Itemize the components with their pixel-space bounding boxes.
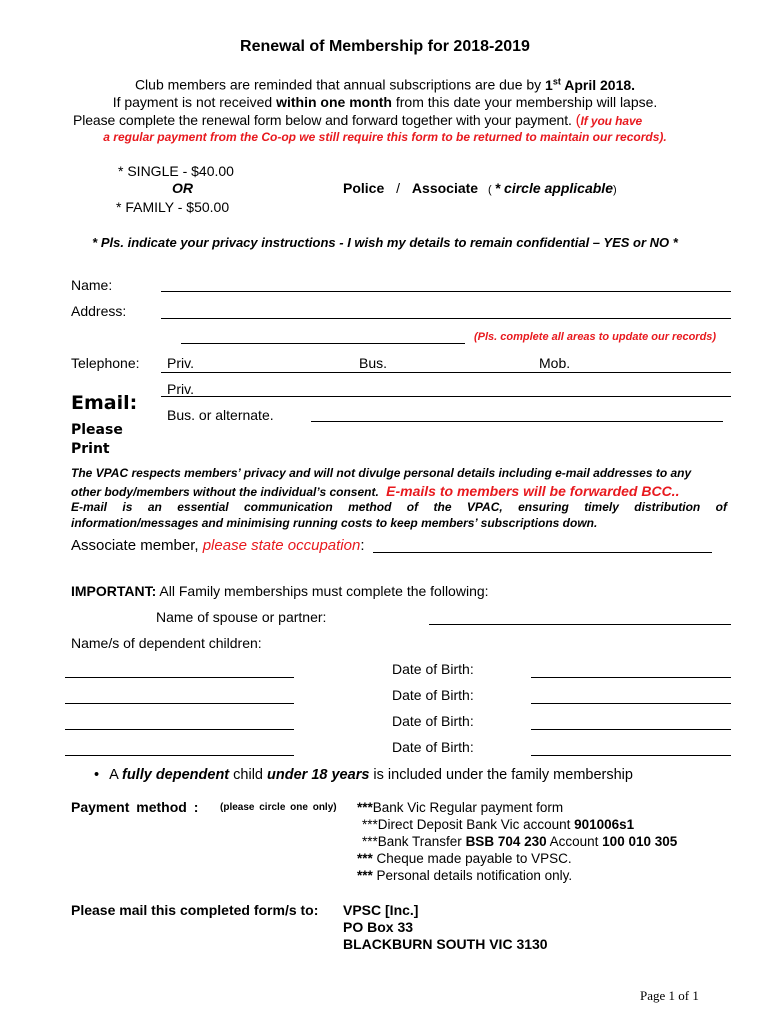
- payment-option-1[interactable]: [357, 800, 563, 815]
- privacy-text: other body/members without the individual’s consent.: [71, 485, 379, 499]
- payment-label: Payment method :: [71, 799, 199, 815]
- spouse-field[interactable]: [429, 624, 731, 625]
- mail-line-1: VPSC [Inc.]: [343, 902, 419, 918]
- child-dob-field-2[interactable]: [531, 703, 731, 704]
- mail-line-3: BLACKBURN SOUTH VIC 3130: [343, 936, 548, 952]
- dob-label-3: Date of Birth:: [392, 713, 474, 729]
- option-marker: ***: [357, 800, 373, 815]
- intro-text: from this date your membership will lapse.: [391, 94, 658, 110]
- child-name-field-2[interactable]: [65, 703, 294, 704]
- option-marker: ***: [357, 851, 373, 866]
- associate-colon: :: [360, 537, 365, 554]
- note-text: A: [109, 767, 122, 783]
- email-priv-label: Priv.: [167, 381, 194, 397]
- email-bus-label: Bus. or alternate.: [167, 407, 274, 423]
- privacy-statement-4: information/messages and minimising running costs to keep members’ subscriptions down.: [71, 516, 598, 530]
- option-text: ***Direct Deposit Bank Vic account: [362, 817, 575, 832]
- occupation-field[interactable]: [373, 552, 712, 553]
- option-text: Personal details notification only.: [372, 868, 573, 883]
- child-name-field-3[interactable]: [65, 729, 294, 730]
- bsb-number: BSB 704 230: [465, 834, 547, 849]
- payment-option-4[interactable]: [357, 851, 572, 866]
- note-emphasis: under 18 years: [267, 767, 370, 783]
- due-date: [545, 77, 635, 93]
- important-label: IMPORTANT:: [71, 583, 157, 599]
- intro-line-4: a regular payment from the Co-op we still require this form to be returned to maintain our records).: [103, 130, 667, 144]
- telephone-label: Telephone:: [71, 355, 140, 371]
- address-field-2[interactable]: [181, 343, 465, 344]
- intro-line-2: [0, 94, 770, 110]
- intro-line-3: [73, 112, 642, 129]
- mail-line-2: PO Box 33: [343, 919, 414, 935]
- fee-or: OR: [172, 180, 193, 196]
- note-text: child: [229, 767, 268, 783]
- child-dob-field-1[interactable]: [531, 677, 731, 678]
- account-number: 901006s1: [574, 817, 635, 832]
- option-text: Cheque made payable to VPSC.: [372, 851, 572, 866]
- payment-circle-note: (please circle one only): [220, 802, 337, 813]
- family-important: [71, 583, 489, 599]
- payment-option-3[interactable]: [362, 834, 677, 849]
- intro-text: Club members are reminded that annual subscriptions are due by: [134, 76, 546, 93]
- privacy-instruction: * Pls. indicate your privacy instructions - I wish my details to remain confidential – YES or NO *: [92, 235, 678, 250]
- mail-label: Please mail this completed form/s to:: [71, 902, 319, 918]
- privacy-statement-3: E-mail is an essential communication method of the VPAC, ensuring timely distribution of: [71, 500, 727, 514]
- tel-bus-label: Bus.: [359, 355, 388, 371]
- email-bus-field[interactable]: [311, 421, 723, 422]
- note-text: is included under the family membership: [369, 767, 633, 783]
- option-police[interactable]: Police: [343, 180, 385, 196]
- dob-label-2: Date of Birth:: [392, 687, 474, 703]
- child-name-field-1[interactable]: [65, 677, 294, 678]
- due-date-day: 1: [545, 76, 553, 93]
- option-text: ***Bank Transfer: [362, 834, 466, 849]
- option-text: Bank Vic Regular payment form: [372, 800, 564, 815]
- intro-line-1: [0, 76, 770, 93]
- account-number: 100 010 305: [602, 834, 678, 849]
- separator: /: [396, 180, 401, 196]
- associate-text: Associate member,: [71, 537, 203, 554]
- please-print-2: Print: [71, 441, 110, 457]
- due-date-suffix: st: [552, 76, 561, 86]
- tel-mob-label: Mob.: [539, 355, 571, 371]
- bullet-icon: •: [94, 767, 100, 783]
- option-text: Account: [546, 834, 603, 849]
- email-label: Email:: [71, 392, 138, 414]
- intro-paren: (: [575, 112, 581, 129]
- payment-option-5[interactable]: [357, 868, 572, 883]
- child-dob-field-3[interactable]: [531, 729, 731, 730]
- intro-text: If payment is not received: [112, 94, 277, 110]
- option-associate[interactable]: Associate: [411, 180, 479, 196]
- telephone-field[interactable]: [161, 372, 731, 373]
- email-priv-field[interactable]: [161, 396, 731, 397]
- bcc-note: E-mails to members will be forwarded BCC..: [386, 483, 680, 499]
- privacy-statement-2: [71, 483, 679, 499]
- occupation-prompt: please state occupation: [202, 537, 361, 554]
- fee-single[interactable]: * SINGLE - $40.00: [118, 163, 234, 179]
- important-text: All Family memberships must complete the following:: [156, 583, 489, 599]
- children-label: Name/s of dependent children:: [71, 635, 262, 651]
- name-field[interactable]: [161, 291, 731, 292]
- please-print-1: Please: [71, 422, 123, 438]
- dependent-note: [94, 767, 633, 783]
- intro-emphasis: within one month: [276, 94, 392, 110]
- spouse-label: Name of spouse or partner:: [156, 609, 327, 625]
- address-field-1[interactable]: [161, 318, 731, 319]
- intro-text: Please complete the renewal form below and forward together with your payment.: [73, 112, 572, 128]
- child-name-field-4[interactable]: [65, 755, 294, 756]
- dob-label-4: Date of Birth:: [392, 739, 474, 755]
- payment-option-2[interactable]: [362, 817, 634, 832]
- due-date-rest: April 2018.: [560, 76, 636, 93]
- fee-family[interactable]: * FAMILY - $50.00: [116, 199, 230, 215]
- page-number: Page 1 of 1: [640, 988, 699, 1003]
- associate-label: [71, 537, 365, 554]
- membership-type: [343, 180, 617, 196]
- circle-paren: ): [613, 184, 617, 196]
- circle-instruction: * circle applicable: [494, 180, 613, 196]
- tel-priv-label: Priv.: [167, 355, 194, 371]
- address-note: (Pls. complete all areas to update our records): [474, 331, 717, 343]
- address-label: Address:: [71, 303, 127, 319]
- circle-paren: (: [487, 184, 495, 196]
- intro-note-red: If you have: [580, 114, 643, 128]
- name-label: Name:: [71, 277, 113, 293]
- dob-label-1: Date of Birth:: [392, 661, 474, 677]
- page-title: Renewal of Membership for 2018-2019: [240, 38, 530, 55]
- privacy-statement-1: The VPAC respects members’ privacy and will not divulge personal details including e-mail addresses to any: [71, 466, 692, 480]
- child-dob-field-4[interactable]: [531, 755, 731, 756]
- note-emphasis: fully dependent: [121, 767, 230, 783]
- option-marker: ***: [357, 868, 373, 883]
